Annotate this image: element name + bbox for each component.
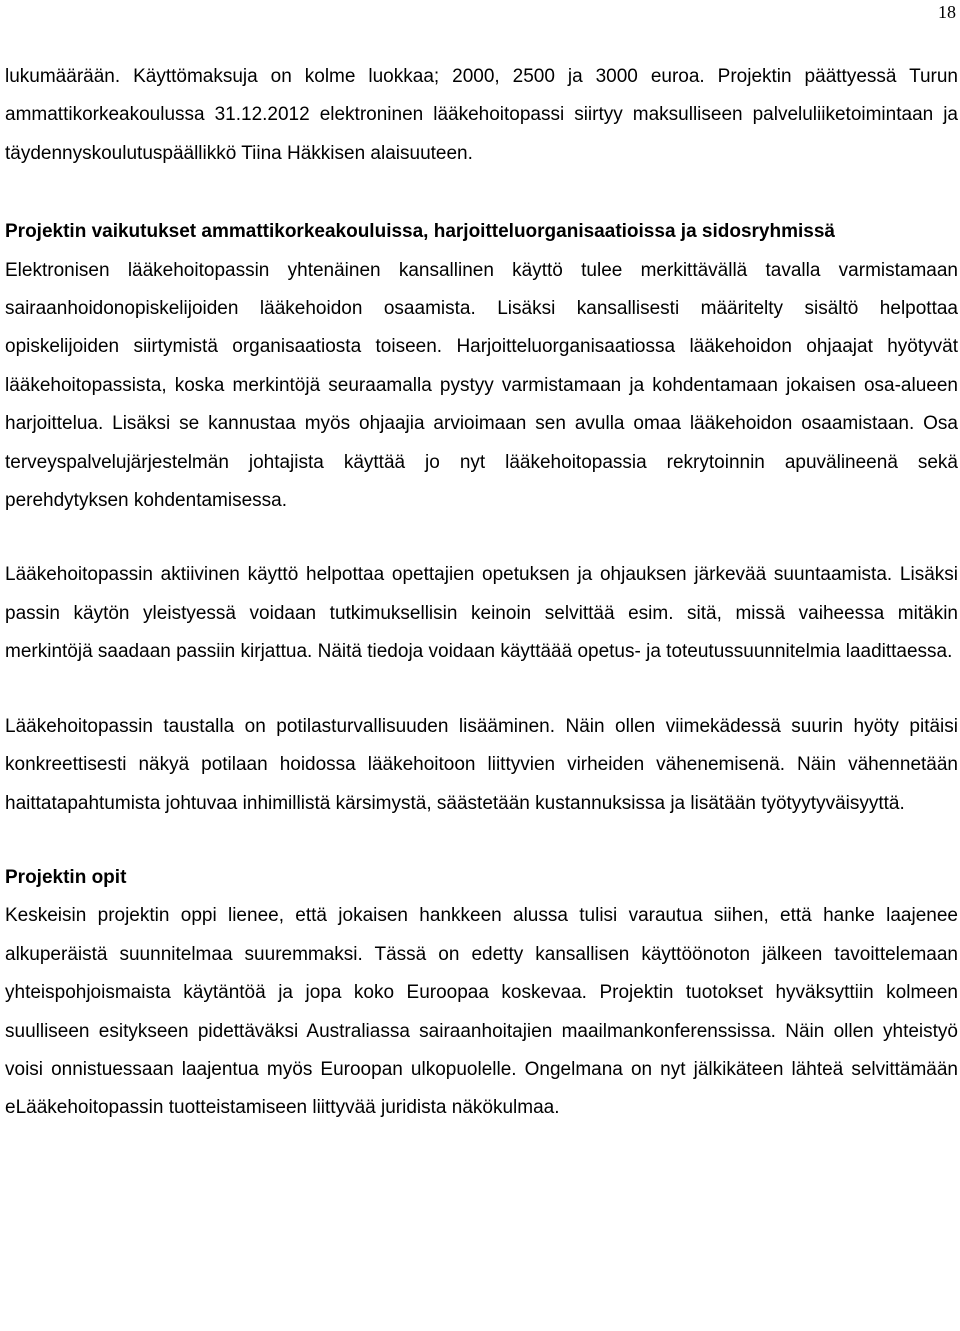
document-body bbox=[5, 58, 958, 1128]
paragraph-patient-safety: Lääkehoitopassin taustalla on potilasturvallisuuden lisääminen. Näin ollen viimekädessä suurin hyöty pitäisi konkreettisesti näkyä potilaan hoidossa lääkehoitoon liittyvien virheiden vähenemisenä. Näin vähennetään haittatapahtumista johtuvaa inhimillistä kärsimystä, säästetään kustannuksissa ja lisätään työtyytyväisyyttä. bbox=[5, 715, 958, 814]
heading-project-lessons: Projektin opit bbox=[5, 866, 127, 888]
paragraph-teaching: Lääkehoitopassin aktiivinen käyttö helpottaa opettajien opetuksen ja ohjauksen järkevää suuntaamista. Lisäksi passin käytön yleistyessä voidaan tutkimuksellisin keinoin selvittää esim. sitä, missä vaiheessa mitäkin merkintöjä saadaan passiin kirjattua. Näitä tiedoja voidaan käyttäää opetus- ja toteutussuunnitelmia laadittaessa. bbox=[5, 564, 958, 663]
page-number: 18 bbox=[938, 2, 956, 22]
paragraph-impacts: Elektronisen lääkehoitopassin yhtenäinen kansallinen käyttö tulee merkittävällä tavalla varmistamaan sairaanhoidonopiskelijoiden lääkehoidon osaamista. Lisäksi kansallisesti määritelty sisältö helpottaa opiskelijoiden siirtymistä organisaatiosta toiseen. Harjoitteluorganisaatiossa lääkehoidon ohjaajat hyötyvät lääkehoitopassista, koska merkintöjä seuraamalla pystyy varmistamaan ja kohdentamaan jokaisen osa-alueen harjoittelua. Lisäksi se kannustaa myös ohjaajia arvioimaan sen avulla omaa lääkehoidon osaamistaan. Osa terveyspalvelujärjestelmän johtajista käyttää jo nyt lääkehoitopassia rekrytoinnin apuvälineenä sekä perehdytyksen kohdentamisessa. bbox=[5, 259, 958, 512]
paragraph-intro: lukumäärään. Käyttömaksuja on kolme luokkaa; 2000, 2500 ja 3000 euroa. Projektin päättyessä Turun ammattikorkeakoulussa 31.12.2012 elektroninen lääkehoitopassi siirtyy maksulliseen palveluliiketoimintaan ja täydennyskoulutuspäällikkö Tiina Häkkisen alaisuuteen. bbox=[5, 66, 958, 164]
heading-project-impacts: Projektin vaikutukset ammattikorkeakouluissa, harjoitteluorganisaatioissa ja sidosryhmissä bbox=[5, 221, 835, 243]
paragraph-lessons: Keskeisin projektin oppi lienee, että jokaisen hankkeen alussa tulisi varautua siihen, että hanke laajenee alkuperäistä suunnitelmaa suuremmaksi. Tässä on edetty kansallisen käyttöönoton jälkeen tavoittelemaan yhteispohjoismaista käytäntöä ja jopa koko Euroopaa koskevaa. Projektin tuotokset hyväksyttiin kolmeen suulliseen esitykseen pidettäväksi Australiassa sairaanhoitajien maailmankonferenssissa. Näin ollen yhteistyö voisi onnistuessaan laajentua myös Euroopan ulkopuolelle. Ongelmana on nyt jälkikäteen lähteä selvittämään eLääkehoitopassin tuotteistamiseen liittyvää juridista näkökulmaa. bbox=[5, 905, 958, 1119]
